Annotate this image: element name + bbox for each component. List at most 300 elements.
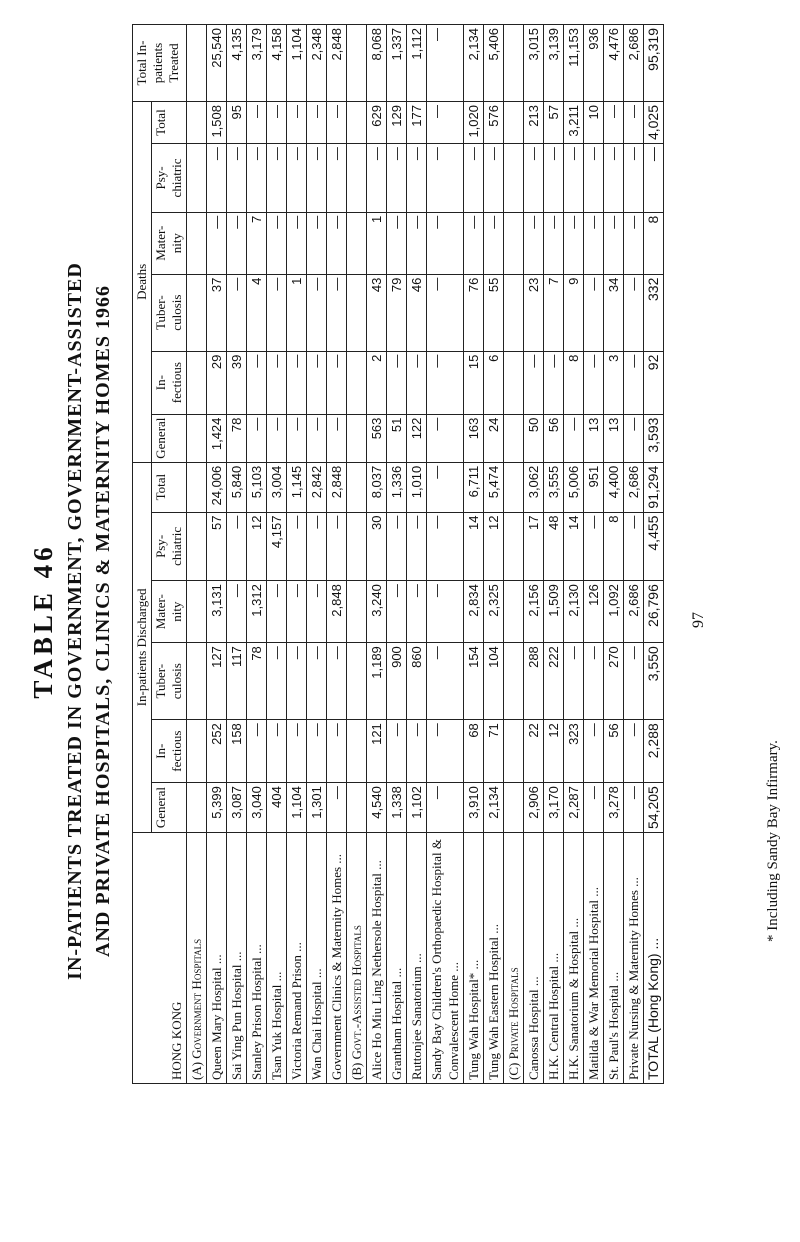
table-cell: 4,135 xyxy=(227,25,247,102)
table-cell: 56 xyxy=(544,414,564,462)
col-header: In-fectious xyxy=(152,720,187,783)
table-cell: — xyxy=(267,720,287,783)
table-cell: 1,336 xyxy=(387,462,407,512)
total-cell: — xyxy=(644,144,664,213)
table-cell: 1,112 xyxy=(407,25,427,102)
table-cell: — xyxy=(407,720,427,783)
institution-name: H.K. Central Hospital ... xyxy=(544,833,564,1084)
table-cell: — xyxy=(287,212,307,274)
table-cell: 154 xyxy=(464,643,484,720)
table-cell: — xyxy=(624,414,644,462)
empty-cell xyxy=(504,783,524,833)
table-cell: 4,157 xyxy=(267,512,287,581)
table-cell: 2,348 xyxy=(307,25,327,102)
table-cell: — xyxy=(307,720,327,783)
table-cell: — xyxy=(307,414,327,462)
table-cell: 1,104 xyxy=(287,783,307,833)
table-cell: 57 xyxy=(544,102,564,144)
institution-name: Wan Chai Hospital ... xyxy=(307,833,327,1084)
table-cell: 2,906 xyxy=(524,783,544,833)
empty-cell xyxy=(347,212,367,274)
section-heading-row xyxy=(187,25,207,1084)
empty-cell xyxy=(187,212,207,274)
table-cell: 3,240 xyxy=(367,581,387,643)
table-row xyxy=(544,25,564,1084)
table-cell: 1,020 xyxy=(464,102,484,144)
table-cell: — xyxy=(267,581,287,643)
institution-name: St. Paul's Hospital ... xyxy=(604,833,624,1084)
table-cell: — xyxy=(584,783,604,833)
table-cell: 1,338 xyxy=(387,783,407,833)
table-cell: — xyxy=(427,102,464,144)
table-cell: 9 xyxy=(564,274,584,351)
page-number: 97 xyxy=(690,612,707,628)
institution-name: Victoria Remand Prison ... xyxy=(287,833,307,1084)
table-cell: — xyxy=(307,274,327,351)
table-cell: 2,287 xyxy=(564,783,584,833)
table-cell: — xyxy=(407,512,427,581)
table-cell: 121 xyxy=(367,720,387,783)
table-row xyxy=(464,25,484,1084)
table-cell: 4,540 xyxy=(367,783,387,833)
empty-cell xyxy=(504,144,524,213)
table-row xyxy=(267,25,287,1084)
table-cell: 1,508 xyxy=(207,102,227,144)
table-cell: — xyxy=(307,144,327,213)
empty-cell xyxy=(504,102,524,144)
table-cell: — xyxy=(624,144,644,213)
table-cell: 15 xyxy=(464,351,484,414)
table-cell: — xyxy=(227,274,247,351)
table-cell: 222 xyxy=(544,643,564,720)
table-cell: 1,312 xyxy=(247,581,267,643)
table-cell: — xyxy=(387,720,407,783)
table-cell: 17 xyxy=(524,512,544,581)
table-cell: — xyxy=(427,643,464,720)
table-row xyxy=(604,25,624,1084)
col-header: In-fectious xyxy=(152,351,187,414)
table-cell: 50 xyxy=(524,414,544,462)
table-cell: — xyxy=(267,351,287,414)
institution-name: H.K. Sanatorium & Hospital ... xyxy=(564,833,584,1084)
table-row xyxy=(407,25,427,1084)
table-cell: 1,509 xyxy=(544,581,564,643)
table-cell: 288 xyxy=(524,643,544,720)
table-cell: — xyxy=(267,212,287,274)
table-cell: 12 xyxy=(247,512,267,581)
table-cell: 14 xyxy=(464,512,484,581)
col-header: Psy-chiatric xyxy=(152,144,187,213)
table-cell: 5,474 xyxy=(484,462,504,512)
table-cell: 3,004 xyxy=(267,462,287,512)
table-cell: — xyxy=(624,274,644,351)
table-cell: 8,068 xyxy=(367,25,387,102)
table-cell: 3,170 xyxy=(544,783,564,833)
empty-cell xyxy=(504,462,524,512)
table-cell: 1,337 xyxy=(387,25,407,102)
total-cell: 26,796 xyxy=(644,581,664,643)
table-cell: 2,156 xyxy=(524,581,544,643)
table-title-line-1: IN-PATIENTS TREATED IN GOVERNMENT, GOVERNMENT-ASSISTED xyxy=(64,262,86,980)
table-cell: — xyxy=(544,212,564,274)
empty-cell xyxy=(504,274,524,351)
table-cell: 104 xyxy=(484,643,504,720)
table-cell: 1,145 xyxy=(287,462,307,512)
table-cell: 13 xyxy=(584,414,604,462)
table-cell: — xyxy=(327,102,347,144)
table-row xyxy=(227,25,247,1084)
table-cell: — xyxy=(524,144,544,213)
table-cell: 1,424 xyxy=(207,414,227,462)
table-cell: — xyxy=(307,212,327,274)
empty-cell xyxy=(347,462,367,512)
table-cell: 323 xyxy=(564,720,584,783)
col-header: General xyxy=(152,783,187,833)
table-cell: 129 xyxy=(387,102,407,144)
empty-cell xyxy=(504,512,524,581)
table-cell: 51 xyxy=(387,414,407,462)
empty-cell xyxy=(187,643,207,720)
institution-name: Queen Mary Hospital ... xyxy=(207,833,227,1084)
table-cell: — xyxy=(387,512,407,581)
empty-cell xyxy=(187,274,207,351)
table-cell: — xyxy=(624,643,644,720)
empty-cell xyxy=(347,512,367,581)
table-cell: — xyxy=(624,212,644,274)
table-cell: — xyxy=(267,643,287,720)
table-cell: — xyxy=(407,144,427,213)
table-row xyxy=(624,25,644,1084)
table-cell: — xyxy=(427,581,464,643)
empty-cell xyxy=(347,351,367,414)
table-cell: — xyxy=(624,512,644,581)
table-cell: — xyxy=(584,144,604,213)
table-cell: — xyxy=(287,144,307,213)
table-cell: 2,848 xyxy=(327,581,347,643)
table-cell: 3,015 xyxy=(524,25,544,102)
table-cell: — xyxy=(207,144,227,213)
table-cell: 11,153 xyxy=(564,25,584,102)
table-cell: — xyxy=(604,212,624,274)
table-cell: — xyxy=(267,102,287,144)
empty-cell xyxy=(347,414,367,462)
table-cell: — xyxy=(584,643,604,720)
table-cell: 127 xyxy=(207,643,227,720)
table-cell: 3,131 xyxy=(207,581,227,643)
table-cell: 22 xyxy=(524,720,544,783)
table-cell: 4,400 xyxy=(604,462,624,512)
empty-cell xyxy=(347,274,367,351)
table-cell: 7 xyxy=(247,212,267,274)
section-heading: (B) Govt.-Assisted Hospitals xyxy=(347,833,367,1084)
table-cell: 213 xyxy=(524,102,544,144)
table-cell: 6,711 xyxy=(464,462,484,512)
institution-name: Alice Ho Miu Ling Nethersole Hospital ... xyxy=(367,833,387,1084)
col-header-treated: Total In-patients Treated xyxy=(133,25,187,102)
table-cell: 39 xyxy=(227,351,247,414)
empty-cell xyxy=(187,512,207,581)
table-cell: 158 xyxy=(227,720,247,783)
empty-cell xyxy=(187,720,207,783)
table-cell: — xyxy=(367,144,387,213)
table-cell: — xyxy=(464,144,484,213)
table-cell: — xyxy=(227,212,247,274)
table-cell: — xyxy=(247,351,267,414)
table-cell: — xyxy=(227,581,247,643)
total-cell: 332 xyxy=(644,274,664,351)
table-cell: 95 xyxy=(227,102,247,144)
table-cell: 8,037 xyxy=(367,462,387,512)
table-cell: — xyxy=(327,414,347,462)
table-cell: — xyxy=(247,720,267,783)
table-cell: 23 xyxy=(524,274,544,351)
institution-name: Matilda & War Memorial Hospital ... xyxy=(584,833,604,1084)
table-row xyxy=(584,25,604,1084)
total-cell: 95,319 xyxy=(644,25,664,102)
table-cell: 5,103 xyxy=(247,462,267,512)
table-cell: — xyxy=(327,351,347,414)
table-cell: — xyxy=(564,144,584,213)
table-cell: — xyxy=(227,512,247,581)
empty-cell xyxy=(347,144,367,213)
total-cell: 3,550 xyxy=(644,643,664,720)
table-cell: — xyxy=(584,720,604,783)
table-cell: — xyxy=(464,212,484,274)
footnote: * Including Sandy Bay Infirmary. xyxy=(765,740,781,942)
empty-cell xyxy=(187,414,207,462)
table-cell: 13 xyxy=(604,414,624,462)
table-cell: 5,840 xyxy=(227,462,247,512)
institution-name: Tung Wah Eastern Hospital ... xyxy=(484,833,504,1084)
table-cell: 4,476 xyxy=(604,25,624,102)
table-cell: 3,087 xyxy=(227,783,247,833)
table-cell: 252 xyxy=(207,720,227,783)
table-cell: 30 xyxy=(367,512,387,581)
col-header: Tuber-culosis xyxy=(152,643,187,720)
table-cell: 3,555 xyxy=(544,462,564,512)
table-cell: 79 xyxy=(387,274,407,351)
empty-cell xyxy=(504,25,524,102)
table-cell: — xyxy=(307,102,327,144)
table-cell: 71 xyxy=(484,720,504,783)
table-cell: 563 xyxy=(367,414,387,462)
table-cell: 48 xyxy=(544,512,564,581)
table-cell: 3,211 xyxy=(564,102,584,144)
table-cell: — xyxy=(387,212,407,274)
table-cell: — xyxy=(307,581,327,643)
empty-cell xyxy=(347,581,367,643)
table-body xyxy=(187,25,664,1084)
empty-cell xyxy=(504,414,524,462)
table-cell: — xyxy=(544,144,564,213)
table-cell: 900 xyxy=(387,643,407,720)
table-cell: 2,130 xyxy=(564,581,584,643)
table-cell: — xyxy=(427,512,464,581)
table-row xyxy=(287,25,307,1084)
table-cell: — xyxy=(287,512,307,581)
table-cell: — xyxy=(584,212,604,274)
table-cell: 2,848 xyxy=(327,462,347,512)
table-cell: — xyxy=(287,414,307,462)
table-cell: 2,848 xyxy=(327,25,347,102)
empty-cell xyxy=(347,783,367,833)
table-cell: 29 xyxy=(207,351,227,414)
table-cell: — xyxy=(427,212,464,274)
table-cell: 3,910 xyxy=(464,783,484,833)
table-cell: 4,158 xyxy=(267,25,287,102)
table-cell: 1,102 xyxy=(407,783,427,833)
empty-cell xyxy=(187,102,207,144)
table-cell: — xyxy=(307,643,327,720)
table-cell: 117 xyxy=(227,643,247,720)
empty-cell xyxy=(187,783,207,833)
empty-cell xyxy=(504,351,524,414)
table-row xyxy=(207,25,227,1084)
table-cell: — xyxy=(427,720,464,783)
table-cell: 2,134 xyxy=(464,25,484,102)
empty-cell xyxy=(504,212,524,274)
table-cell: 46 xyxy=(407,274,427,351)
empty-cell xyxy=(187,581,207,643)
table-cell: 68 xyxy=(464,720,484,783)
total-cell: 2,288 xyxy=(644,720,664,783)
table-cell: 24,006 xyxy=(207,462,227,512)
table-row xyxy=(367,25,387,1084)
table-row xyxy=(524,25,544,1084)
table-cell: 4 xyxy=(247,274,267,351)
section-heading-row xyxy=(347,25,367,1084)
table-cell: — xyxy=(247,102,267,144)
institution-name: Canossa Hospital ... xyxy=(524,833,544,1084)
empty-cell xyxy=(187,25,207,102)
total-cell: 91,294 xyxy=(644,462,664,512)
table-cell: 12 xyxy=(544,720,564,783)
table-cell: — xyxy=(327,783,347,833)
table-cell: — xyxy=(624,351,644,414)
table-cell: — xyxy=(624,783,644,833)
institution-name: Private Nursing & Maternity Homes ... xyxy=(624,833,644,1084)
table-cell: — xyxy=(207,212,227,274)
table-cell: 10 xyxy=(584,102,604,144)
table-cell: 43 xyxy=(367,274,387,351)
col-header: Psy-chiatric xyxy=(152,512,187,581)
table-cell: 76 xyxy=(464,274,484,351)
table-cell: 78 xyxy=(247,643,267,720)
total-cell: 4,455 xyxy=(644,512,664,581)
empty-cell xyxy=(187,351,207,414)
table-cell: 1,010 xyxy=(407,462,427,512)
table-cell: — xyxy=(484,144,504,213)
table-cell: — xyxy=(327,720,347,783)
table-cell: — xyxy=(524,351,544,414)
table-cell: — xyxy=(604,102,624,144)
institution-name: Tsan Yuk Hospital ... xyxy=(267,833,287,1084)
table-cell: 951 xyxy=(584,462,604,512)
table-cell: 7 xyxy=(544,274,564,351)
section-heading: (A) Government Hospitals xyxy=(187,833,207,1084)
table-cell: 2,134 xyxy=(484,783,504,833)
table-cell: 5,006 xyxy=(564,462,584,512)
table-cell: — xyxy=(287,581,307,643)
empty-cell xyxy=(187,144,207,213)
table-cell: 936 xyxy=(584,25,604,102)
table-cell: 37 xyxy=(207,274,227,351)
table-cell: — xyxy=(427,25,464,102)
table-cell: — xyxy=(427,144,464,213)
table-cell: 14 xyxy=(564,512,584,581)
table-cell: — xyxy=(327,144,347,213)
table-cell: 2,842 xyxy=(307,462,327,512)
table-title-line-2: AND PRIVATE HOSPITALS, CLINICS & MATERNITY HOMES 1966 xyxy=(92,285,114,957)
table-cell: 1,301 xyxy=(307,783,327,833)
table-cell: — xyxy=(427,414,464,462)
table-cell: — xyxy=(407,212,427,274)
table-cell: 55 xyxy=(484,274,504,351)
table-cell: — xyxy=(267,274,287,351)
table-cell: — xyxy=(247,144,267,213)
table-cell: — xyxy=(307,512,327,581)
table-cell: — xyxy=(327,274,347,351)
table-cell: — xyxy=(427,274,464,351)
table-cell: 270 xyxy=(604,643,624,720)
table-cell: 25,540 xyxy=(207,25,227,102)
institution-name: Ruttonjee Sanatorium ... xyxy=(407,833,427,1084)
institution-name: Sai Ying Pun Hospital ... xyxy=(227,833,247,1084)
empty-cell xyxy=(347,643,367,720)
table-cell: 1,104 xyxy=(287,25,307,102)
table-cell: — xyxy=(564,212,584,274)
col-header: Mater-nity xyxy=(152,212,187,274)
empty-cell xyxy=(504,581,524,643)
table-cell: 3 xyxy=(604,351,624,414)
section-heading-row xyxy=(504,25,524,1084)
table-cell: 3,278 xyxy=(604,783,624,833)
table-cell: 3,062 xyxy=(524,462,544,512)
table-cell: — xyxy=(327,212,347,274)
table-cell: — xyxy=(327,512,347,581)
table-cell: — xyxy=(427,783,464,833)
table-cell: — xyxy=(584,512,604,581)
table-cell: 860 xyxy=(407,643,427,720)
table-cell: — xyxy=(307,351,327,414)
table-cell: — xyxy=(544,351,564,414)
table-cell: 122 xyxy=(407,414,427,462)
table-cell: — xyxy=(584,274,604,351)
discharged-group-header: In-patients Discharged xyxy=(133,462,152,832)
table-cell: 2,686 xyxy=(624,462,644,512)
table-cell: 24 xyxy=(484,414,504,462)
table-cell: 1 xyxy=(287,274,307,351)
col-header: Mater-nity xyxy=(152,581,187,643)
table-cell: 3,179 xyxy=(247,25,267,102)
table-cell: 34 xyxy=(604,274,624,351)
table-cell: — xyxy=(247,414,267,462)
table-cell: — xyxy=(564,643,584,720)
total-cell: 54,205 xyxy=(644,783,664,833)
table-cell: 56 xyxy=(604,720,624,783)
table-cell: 404 xyxy=(267,783,287,833)
table-row xyxy=(564,25,584,1084)
table-cell: 1 xyxy=(367,212,387,274)
institution-name: Tung Wah Hospital* ... xyxy=(464,833,484,1084)
table-cell: — xyxy=(624,102,644,144)
col-header: General xyxy=(152,414,187,462)
table-cell: 2,325 xyxy=(484,581,504,643)
table-cell: — xyxy=(564,414,584,462)
table-row xyxy=(327,25,347,1084)
table-cell: — xyxy=(427,462,464,512)
table-cell: 2,834 xyxy=(464,581,484,643)
